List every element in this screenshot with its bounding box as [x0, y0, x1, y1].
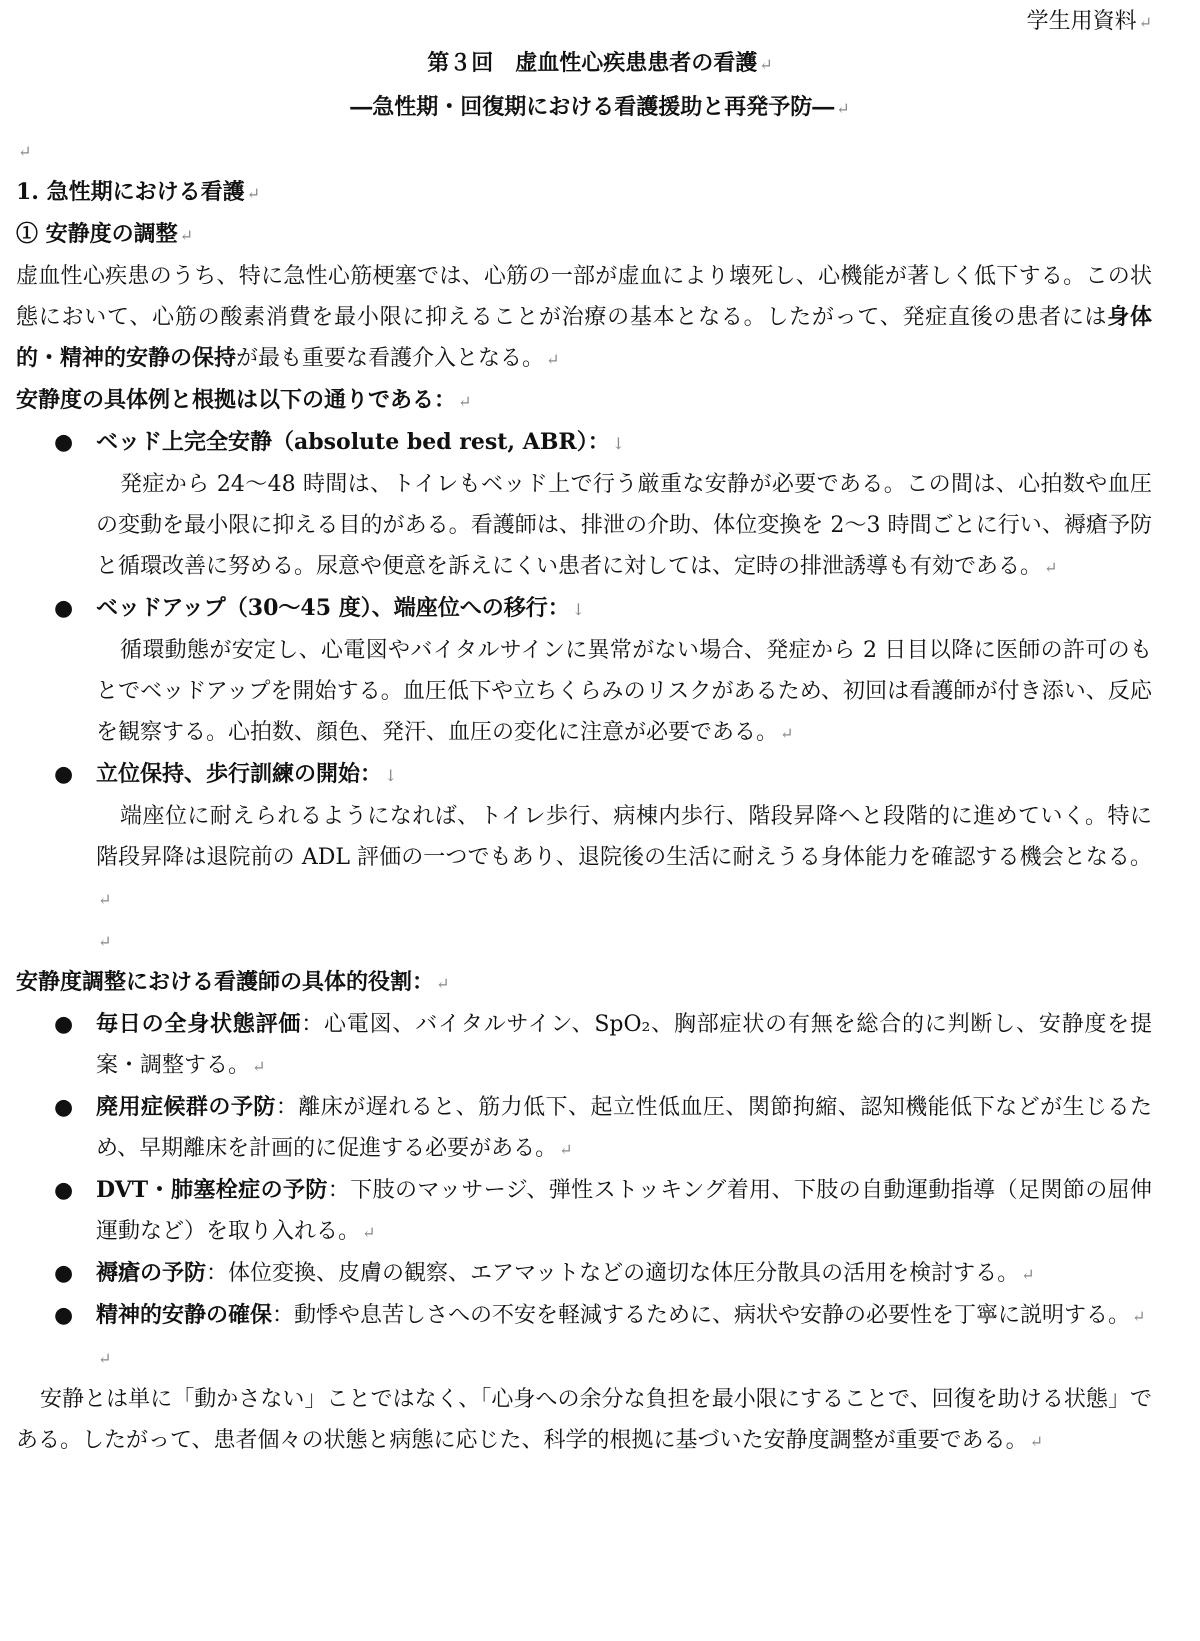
- bullet-icon: ●: [54, 762, 74, 787]
- bullet-icon: ●: [54, 430, 74, 455]
- list-item: ● 立位保持、歩行訓練の開始： ↓ 端座位に耐えられるようになれば、トイレ歩行、病棟内歩行、階段昇降へと段階的に進めていく。特に階段昇降は退院前の ADL 評価の一つでもあり、退院後の生活に耐えうる身体能力を確認する機会となる。↵: [16, 754, 1152, 920]
- list-item: ● 精神的安静の確保：動悸や息苦しさへの不安を軽減するために、病状や安静の必要性を丁寧に説明する。 ↵: [16, 1295, 1152, 1337]
- list-item: ● 毎日の全身状態評価：心電図、バイタルサイン、SpO₂、胸部症状の有無を総合的に判断し、安静度を提案・調整する。 ↵: [16, 1004, 1152, 1087]
- roles-list: [16, 1004, 1152, 1337]
- bullet-icon: ●: [54, 1303, 74, 1328]
- doc-label: 学生用資料 ↵: [1026, 9, 1152, 34]
- section-heading: 1. 急性期における看護 ↵: [16, 179, 261, 205]
- list-item: ● ベッドアップ（30〜45 度）、端座位への移行： ↓ 循環動態が安定し、心電図やバイタルサインに異常がない場合、発症から 2 日目以降に医師の許可のもとでベッドアップを開始する。血圧低下や立ちくらみのリスクがあるため、初回は看護師が付き添い、反応を観察する。心拍数、顔色、発汗、血圧の変化に注意が必要である。 ↵: [16, 588, 1152, 754]
- list-item: ● 廃用症候群の予防：離床が遅れると、筋力低下、起立性低血圧、関節拘縮、認知機能低下などが生じるため、早期離床を計画的に促進する必要がある。 ↵: [16, 1087, 1152, 1170]
- sub-heading: ① 安静度の調整 ↵: [16, 221, 194, 247]
- empty-paragraph: ↵: [98, 1349, 112, 1368]
- empty-paragraph: ↵: [98, 932, 112, 951]
- bullet-icon: ●: [54, 596, 74, 621]
- document-subtitle: ―急性期・回復期における看護援助と再発予防― ↵: [350, 94, 850, 120]
- empty-paragraph: ↵: [18, 142, 32, 161]
- examples-list: [16, 422, 1152, 920]
- bullet-icon: ●: [54, 1095, 74, 1120]
- list-item: ● DVT・肺塞栓症の予防：下肢のマッサージ、弾性ストッキング着用、下肢の自動運動指導（足関節の屈伸運動など）を取り入れる。 ↵: [16, 1170, 1152, 1253]
- document-body: [16, 130, 1152, 1462]
- closing-paragraph: 安静とは単に「動かさない」ことではなく、「心身への余分な負担を最小限にすることで、回復を助ける状態」である。したがって、患者個々の状態と病態に応じた、科学的根拠に基づいた安静度調整が重要である。 ↵: [16, 1387, 1152, 1453]
- emphasis-text: 身体的・精神的安静の保持: [16, 304, 1152, 371]
- examples-heading: 安静度の具体例と根拠は以下の通りである： ↵: [16, 387, 472, 413]
- intro-paragraph: 虚血性心疾患のうち、特に急性心筋梗塞では、心筋の一部が虚血により壊死し、心機能が著しく低下する。この状態において、心筋の酸素消費を最小限に抑えることが治療の基本となる。したがって、発症直後の患者には身体的・精神的安静の保持が最も重要な看護介入となる。 ↵: [16, 264, 1152, 371]
- document-title: 第３回 虚血性心疾患患者の看護 ↵: [427, 50, 773, 76]
- list-item: ● 褥瘡の予防：体位変換、皮膚の観察、エアマットなどの適切な体圧分散具の活用を検討する。 ↵: [16, 1253, 1152, 1295]
- list-item: ● ベッド上完全安静（absolute bed rest, ABR）： ↓ 発症から 24〜48 時間は、トイレもベッド上で行う厳重な安静が必要である。この間は、心拍数や血圧の変動を最小限に抑える目的がある。看護師は、排泄の介助、体位変換を 2〜3 時間ごとに行い、褥瘡予防と循環改善に努める。尿意や便意を訴えにくい患者に対しては、定時の排泄誘導も有効である。 ↵: [16, 422, 1152, 588]
- bullet-icon: ●: [54, 1261, 74, 1286]
- bullet-icon: ●: [54, 1012, 74, 1037]
- bullet-icon: ●: [54, 1178, 74, 1203]
- roles-heading: 安静度調整における看護師の具体的役割： ↵: [16, 969, 450, 995]
